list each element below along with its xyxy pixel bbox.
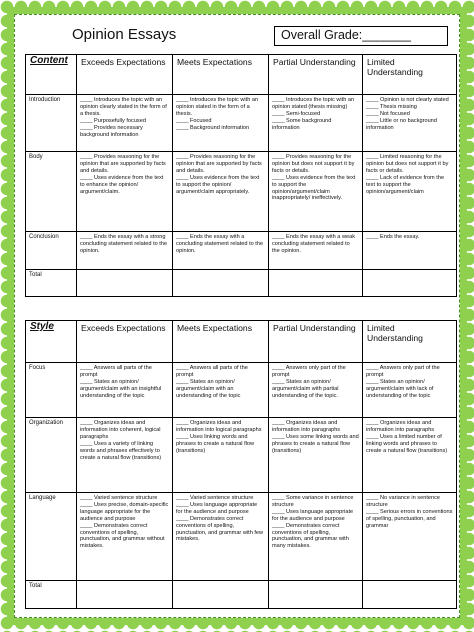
overall-grade-field: Overall Grade:_______ — [274, 26, 448, 46]
row-label: Conclusion — [26, 232, 77, 270]
rubric-cell: ____ Answers only part of the prompt ____ States an opinion/ argument/claim with partial understanding of the topic. — [269, 363, 363, 418]
rubric-cell: ____ Provides reasoning for the opinion that are supported by facts and details. ____ Uses evidence from the text to support the opinion/ argument/claim appropriately. — [173, 152, 269, 232]
rubric-cell: ____ Answers only part of the prompt ____ States an opinion/ argument/claim with lack of understanding of the topic — [363, 363, 457, 418]
content-rubric-table — [25, 54, 457, 297]
rubric-cell — [77, 270, 173, 297]
rubric-cell: ____ Introduces the topic with an opinion stated (thesis missing) ____ Semi-focused ____ Some background information — [269, 95, 363, 152]
header-exceeds: Exceeds Expectations — [77, 321, 173, 363]
row-label: Language — [26, 493, 77, 581]
table-row — [26, 152, 457, 232]
rubric-cell: ____ Introduces the topic with an opinion clearly stated in the form of a thesis. ____ Purposefully focused ____ Provides necessary background information — [77, 95, 173, 152]
rubric-cell: ____ Ends the essay. — [363, 232, 457, 270]
style-rubric-table — [25, 320, 457, 609]
rubric-cell — [77, 581, 173, 609]
row-label: Organization — [26, 418, 77, 493]
row-label: Body — [26, 152, 77, 232]
table-row — [26, 363, 457, 418]
table-row — [26, 95, 457, 152]
row-label: Introduction — [26, 95, 77, 152]
rubric-cell: ____ Limited reasoning for the opinion but does not support it by facts or details. ____ Lack of evidence from the text to support the opinion/argument/claim — [363, 152, 457, 232]
rubric-cell: ____ Some variance in sentence structure ____ Uses language appropriate for the audience and purpose ____ Demonstrates correct conventions of spelling, punctuation, and grammar with many mistakes. — [269, 493, 363, 581]
table-row — [26, 493, 457, 581]
page-title: Opinion Essays — [72, 26, 177, 43]
row-label: Focus — [26, 363, 77, 418]
rubric-cell: ____ Ends the essay with a weak concluding statement related to the opinion. — [269, 232, 363, 270]
table-row — [26, 270, 457, 297]
rubric-cell: ____ Answers all parts of the prompt ____ States an opinion/ argument/claim with an insightful understanding of the topic — [77, 363, 173, 418]
table-row — [26, 418, 457, 493]
header-exceeds: Exceeds Expectations — [77, 55, 173, 95]
rubric-cell: ____ Organizes ideas and information into paragraphs ____ Uses some linking words and phrases to create a natural flow (transitions) — [269, 418, 363, 493]
rubric-cell — [363, 581, 457, 609]
rubric-cell — [363, 270, 457, 297]
section-label-style: Style — [26, 321, 77, 363]
rubric-cell — [173, 270, 269, 297]
rubric-cell: ____ Answers all parts of the prompt ____ States an opinion/ argument/claim with an understanding of the topic — [173, 363, 269, 418]
header-partial: Partial Understanding — [269, 55, 363, 95]
rubric-cell: ____ Varied sentence structure ____ Uses precise, domain-specific language appropriate for the audience and purpose ____ Demonstrates correct conventions of spelling, punctuation, and grammar without mistakes. — [77, 493, 173, 581]
rubric-cell: ____ Provides reasoning for the opinion that are supported by facts and details. ____ Uses evidence from the text to enhance the opinion/ argument/claim. — [77, 152, 173, 232]
rubric-cell — [269, 270, 363, 297]
rubric-cell — [173, 581, 269, 609]
rubric-cell: ____ Organizes ideas and information into paragraphs ____ Uses a limited number of linking words and phrases to create a natural flow (transitions) — [363, 418, 457, 493]
header-limited: Limited Understanding — [363, 55, 457, 95]
header-limited: Limited Understanding — [363, 321, 457, 363]
worksheet-header — [20, 24, 454, 48]
rubric-cell: ____ Provides reasoning for the opinion but does not support it by facts or details. ____ Uses evidence from the text to support the opinion/argument/claim inappropriately/ ineffectively. — [269, 152, 363, 232]
row-label: Total — [26, 581, 77, 609]
header-meets: Meets Expectations — [173, 55, 269, 95]
table-row — [26, 232, 457, 270]
rubric-cell — [269, 581, 363, 609]
rubric-cell: ____ No variance in sentence structure ____ Serious errors in conventions of spelling, punctuation, and grammar — [363, 493, 457, 581]
header-partial: Partial Understanding — [269, 321, 363, 363]
rubric-cell: ____ Ends the essay with a strong concluding statement related to the opinion. — [77, 232, 173, 270]
rubric-cell: ____ Introduces the topic with an opinion stated in the form of a thesis. ____ Focused ____ Background information — [173, 95, 269, 152]
rubric-cell: ____ Organizes ideas and information into coherent, logical paragraphs ____ Uses a variety of linking words and phrases effectively to create a natural flow (transitions) — [77, 418, 173, 493]
table-row — [26, 581, 457, 609]
rubric-cell: ____ Varied sentence structure ____ Uses language appropriate for the audience and purpose ____ Demonstrates correct conventions of spelling, punctuation, and grammar with few mistakes. — [173, 493, 269, 581]
rubric-cell: ____ Ends the essay with a concluding statement related to the opinion. — [173, 232, 269, 270]
header-meets: Meets Expectations — [173, 321, 269, 363]
section-label-content: Content — [26, 55, 77, 95]
rubric-cell: ____ Opinion is not clearly stated ____ Thesis missing ____ Not focused ____ Little or no background information — [363, 95, 457, 152]
rubric-cell: ____ Organizes ideas and information into logical paragraphs ____ Uses linking words and phrases to create a natural flow (transitions) — [173, 418, 269, 493]
row-label: Total — [26, 270, 77, 297]
